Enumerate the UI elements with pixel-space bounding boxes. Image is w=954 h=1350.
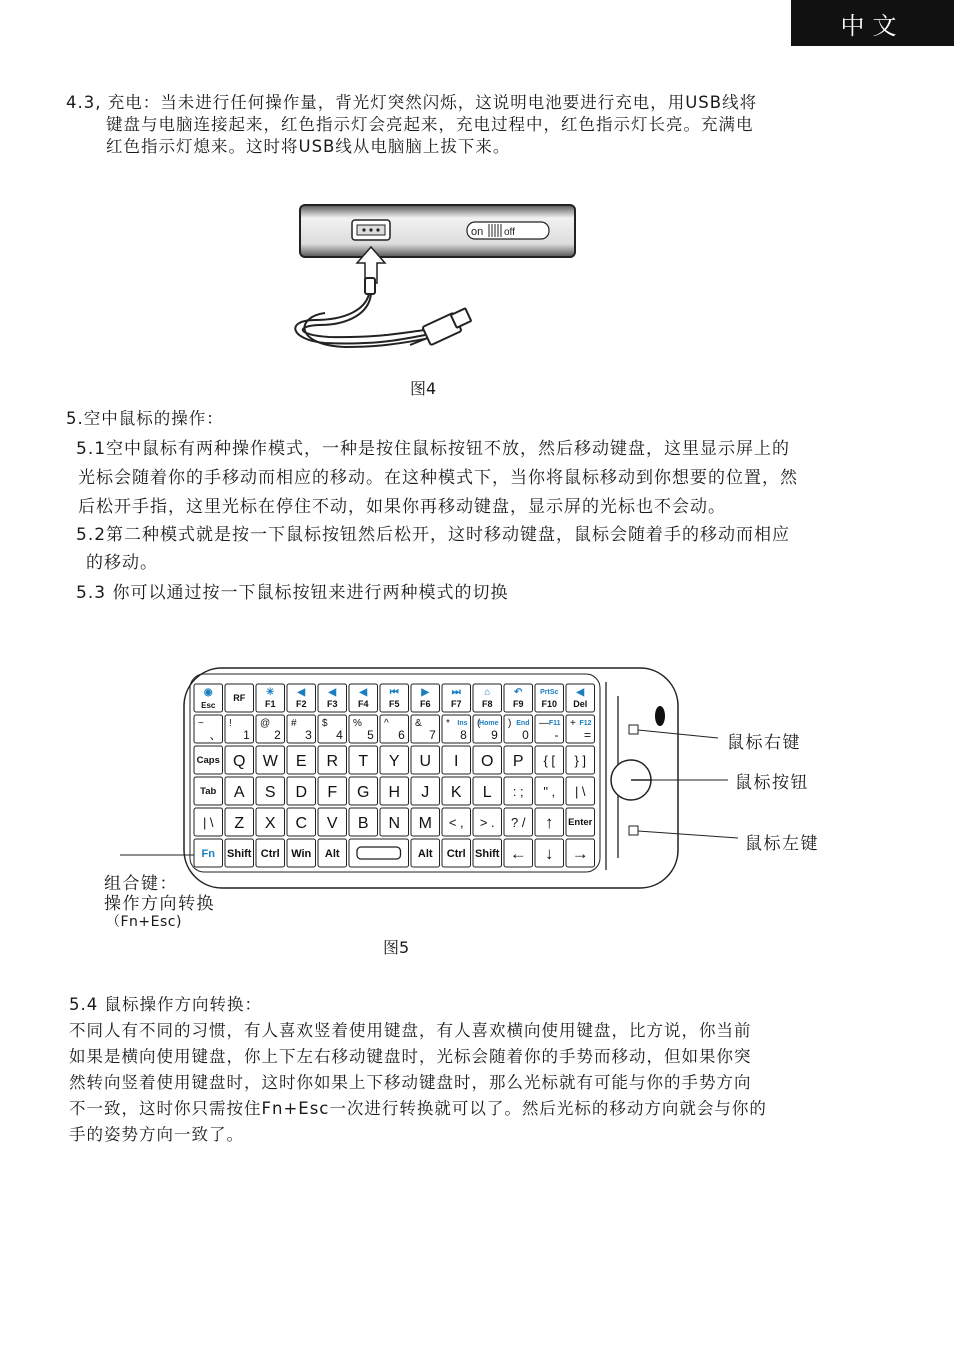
key-label: 6	[398, 728, 405, 742]
key-label: Alt	[417, 848, 433, 860]
section-5-4-line3: 然转向竖着使用键盘时，这时你如果上下移动键盘时，那么光标就有可能与你的手势方向	[69, 1073, 752, 1092]
key-label: J	[421, 784, 430, 801]
key-label: Z	[234, 815, 245, 832]
key-label: 2	[274, 728, 281, 742]
key-r3-c9[interactable]	[473, 777, 502, 805]
key-r0-c5[interactable]	[349, 684, 378, 712]
key-label: < ,	[448, 815, 464, 830]
key-ctrl[interactable]	[442, 839, 471, 867]
key-r1-c0[interactable]	[194, 715, 223, 743]
key-r3-c7[interactable]	[411, 777, 440, 805]
key-label: W	[262, 753, 278, 770]
key-r3-c6[interactable]	[380, 777, 409, 805]
key-label: Q	[233, 753, 246, 770]
key-→[interactable]	[566, 839, 595, 867]
key-label: D	[295, 784, 308, 801]
prev-icon: ⏮	[389, 687, 399, 698]
key-r3-c10[interactable]	[504, 777, 533, 805]
key-label: R	[326, 753, 339, 770]
key-label: Shift	[475, 848, 500, 860]
key-r1-c8[interactable]	[442, 715, 471, 743]
key-label: Fn	[201, 848, 215, 860]
key-label: | \	[202, 815, 214, 830]
key-label: K	[450, 784, 462, 801]
key-label: Ins	[457, 720, 468, 727]
key-label: *	[446, 718, 450, 729]
section-5-4-line2: 如果是横向使用键盘，你上下左右移动键盘时，光标会随着你的手势而移动，但如果你突	[69, 1047, 752, 1066]
key-label: ↑	[545, 813, 554, 832]
key-label: 0	[522, 728, 529, 742]
key-r1-c3[interactable]	[287, 715, 316, 743]
key-label: { [	[543, 753, 556, 768]
key-r3-c0[interactable]	[194, 777, 223, 805]
key-label: End	[516, 720, 530, 727]
key-alt[interactable]	[411, 839, 440, 867]
key-label: F3	[326, 699, 338, 709]
key-label: Ctrl	[260, 848, 280, 860]
key-label: &	[415, 718, 422, 729]
key-r4-c9[interactable]	[473, 808, 502, 836]
key-label: F5	[388, 699, 400, 709]
key-label: F11	[548, 720, 561, 727]
label-mouse-right-button: 鼠标右键	[727, 733, 801, 753]
key-label: 3	[305, 728, 312, 742]
key-r2-c4[interactable]	[318, 746, 347, 774]
key-label: Ctrl	[446, 848, 466, 860]
key-r0-c10[interactable]	[504, 684, 533, 712]
key-r2-c1[interactable]	[225, 746, 254, 774]
key-r1-c2[interactable]	[256, 715, 285, 743]
key-label: M	[418, 815, 432, 832]
key-label: (	[477, 718, 481, 729]
key-r3-c12[interactable]	[566, 777, 595, 805]
key-label: ^	[384, 718, 389, 729]
key-label: )	[508, 718, 512, 729]
key-label: F2	[295, 699, 307, 709]
key-label: P	[512, 753, 524, 770]
key-label: #	[291, 718, 297, 729]
back-icon: ↶	[514, 687, 523, 698]
key-alt[interactable]	[318, 839, 347, 867]
key-label: U	[419, 753, 432, 770]
key-shift[interactable]	[225, 839, 254, 867]
vol+-icon: ◀	[328, 687, 337, 698]
key-r4-c4[interactable]	[318, 808, 347, 836]
key-r4-c0[interactable]	[194, 808, 223, 836]
key-label: > .	[479, 815, 495, 830]
key-label: +	[570, 718, 576, 729]
key-label: F8	[481, 699, 493, 709]
section-4-3-line1: 4.3, 充电：当未进行任何操作量，背光灯突然闪烁，这说明电池要进行充电，用USB线将	[66, 93, 758, 112]
key-r1-c6[interactable]	[380, 715, 409, 743]
sun-icon: ✳	[266, 687, 275, 698]
switch-off-label: off	[504, 227, 515, 238]
key-r0-c2[interactable]	[256, 684, 285, 712]
key-label: : ;	[512, 784, 524, 799]
key-r2-c6[interactable]	[380, 746, 409, 774]
key-label: %	[353, 718, 362, 729]
vol--icon: ◀	[297, 687, 306, 698]
key-label: 7	[429, 728, 436, 742]
section-5-4-title: 5.4 鼠标操作方向转换：	[69, 995, 262, 1014]
key-label: V	[326, 815, 338, 832]
key-label: I	[454, 753, 459, 770]
key-label: F7	[450, 699, 462, 709]
section-5-3: 5.3 你可以通过按一下鼠标按钮来进行两种模式的切换	[76, 583, 509, 603]
eye-icon: ◉	[203, 687, 213, 698]
bksp-icon: ◀	[576, 687, 585, 698]
switch-on-label: on	[471, 226, 484, 238]
figure-4-caption: 图4	[410, 379, 437, 398]
mouse-left-button-icon	[629, 826, 638, 835]
key-r2-c9[interactable]	[473, 746, 502, 774]
key-label: H	[388, 784, 401, 801]
key-label: Caps	[196, 755, 220, 766]
key-label: Shift	[227, 848, 252, 860]
key-label: A	[233, 784, 245, 801]
key-label: Alt	[324, 848, 340, 860]
section-4-3-line2: 键盘与电脑连接起来，红色指示灯会亮起来，充电过程中，红色指示灯长亮。充满电	[106, 115, 754, 134]
key-label: PrtSc	[540, 689, 559, 696]
label-mouse-button: 鼠标按钮	[735, 773, 809, 793]
key-label: @	[260, 718, 271, 729]
key-r3-c4[interactable]	[318, 777, 347, 805]
key-r3-c5[interactable]	[349, 777, 378, 805]
key-label: !	[229, 718, 232, 729]
key-r0-c4[interactable]	[318, 684, 347, 712]
key-r2-c7[interactable]	[411, 746, 440, 774]
key-r4-c10[interactable]	[504, 808, 533, 836]
key-r4-c8[interactable]	[442, 808, 471, 836]
key-ctrl[interactable]	[256, 839, 285, 867]
key-space[interactable]	[349, 839, 409, 867]
key-r4-c5[interactable]	[349, 808, 378, 836]
key-label: C	[295, 815, 308, 832]
key-r4-c7[interactable]	[411, 808, 440, 836]
spacebar-icon	[357, 847, 401, 859]
key-label: | \	[574, 784, 586, 799]
key-r1-c11[interactable]	[535, 715, 564, 743]
key-r0-c9[interactable]	[473, 684, 502, 712]
key-label: F10	[541, 699, 558, 709]
label-mouse-left-button: 鼠标左键	[745, 834, 819, 854]
mouse-right-button-icon	[629, 725, 638, 734]
key-label: ? /	[511, 815, 526, 830]
key-label: " ,	[543, 784, 556, 799]
key-label: 、	[209, 728, 222, 742]
section-5-1-line2: 光标会随着你的手移动而相应的移动。在这种模式下，当你将鼠标移动到你想要的位置，然	[78, 468, 798, 488]
key-label: F9	[512, 699, 524, 709]
key-r2-c3[interactable]	[287, 746, 316, 774]
section-5-1-line1: 5.1空中鼠标有两种操作模式，一种是按住鼠标按钮不放，然后移动键盘，这里显示屏上的	[76, 439, 791, 459]
key-label: F	[327, 784, 338, 801]
key-label: F6	[419, 699, 431, 709]
key-label: S	[264, 784, 276, 801]
key-r1-c1[interactable]	[225, 715, 254, 743]
key-label: —	[539, 718, 549, 729]
section-5-4-line1: 不同人有不同的习惯，有人喜欢竖着使用键盘，有人喜欢横向使用键盘，比方说，你当前	[69, 1021, 752, 1040]
key-label: -	[554, 728, 559, 742]
key-r2-c10[interactable]	[504, 746, 533, 774]
mute-icon: ◀	[359, 687, 368, 698]
key-r3-c1[interactable]	[225, 777, 254, 805]
arrow-icon: ←	[509, 844, 527, 863]
indicator-led	[655, 706, 665, 726]
key-label: $	[322, 718, 328, 729]
key-label: 5	[367, 728, 374, 742]
key-r0-c11[interactable]	[535, 684, 564, 712]
key-r1-c10[interactable]	[504, 715, 533, 743]
key-r2-c8[interactable]	[442, 746, 471, 774]
key-label: T	[358, 753, 369, 770]
section-5-1-line3: 后松开手指，这里光标在停住不动，如果你再移动键盘，显示屏的光标也不会动。	[78, 497, 726, 517]
key-label: Enter	[568, 817, 593, 828]
play-icon: ▶	[421, 687, 430, 698]
key-r0-c3[interactable]	[287, 684, 316, 712]
key-label: X	[264, 815, 276, 832]
key-label: Esc	[201, 701, 216, 710]
key-r2-c5[interactable]	[349, 746, 378, 774]
key-r0-c1[interactable]	[225, 684, 254, 712]
key-label: B	[357, 815, 369, 832]
key-label: G	[357, 784, 370, 801]
key-r3-c2[interactable]	[256, 777, 285, 805]
key-r4-c2[interactable]	[256, 808, 285, 836]
key-label: F1	[264, 699, 276, 709]
next-icon: ⏭	[451, 687, 461, 698]
key-←[interactable]	[504, 839, 533, 867]
key-label: } ]	[574, 753, 587, 768]
combo-keys: （Fn+Esc)	[106, 914, 182, 930]
section-5-2-line1: 5.2第二种模式就是按一下鼠标按钮然后松开，这时移动键盘，鼠标会随着手的移动而相应	[76, 525, 791, 545]
key-r1-c12[interactable]	[566, 715, 595, 743]
key-label: 1	[243, 728, 250, 742]
key-shift[interactable]	[473, 839, 502, 867]
key-label: L	[482, 784, 492, 801]
arrow-icon: →	[571, 844, 589, 863]
key-r1-c5[interactable]	[349, 715, 378, 743]
key-fn[interactable]	[194, 839, 223, 867]
key-↓[interactable]	[535, 839, 564, 867]
key-r3-c11[interactable]	[535, 777, 564, 805]
key-label: Tab	[200, 786, 217, 797]
key-r4-c3[interactable]	[287, 808, 316, 836]
key-label: 8	[460, 728, 467, 742]
key-r2-c11[interactable]	[535, 746, 564, 774]
key-label: RF	[233, 693, 246, 703]
key-label: Home	[479, 720, 499, 727]
key-r2-c2[interactable]	[256, 746, 285, 774]
arrow-icon: ↓	[545, 844, 554, 863]
key-win[interactable]	[287, 839, 316, 867]
key-r1-c9[interactable]	[473, 715, 502, 743]
key-r4-c12[interactable]	[566, 808, 595, 836]
key-label: =	[583, 728, 592, 742]
section-5-2-line2: 的移动。	[86, 553, 158, 573]
key-label: F12	[579, 720, 592, 727]
key-r3-c3[interactable]	[287, 777, 316, 805]
key-label: Win	[291, 848, 312, 860]
key-r1-c7[interactable]	[411, 715, 440, 743]
combo-title: 组合键：	[104, 874, 178, 894]
key-label: E	[295, 753, 307, 770]
key-r0-c6[interactable]	[380, 684, 409, 712]
key-r1-c4[interactable]	[318, 715, 347, 743]
section-5-4-line5: 手的姿势方向一致了。	[69, 1125, 244, 1144]
key-label: Del	[573, 699, 588, 709]
home-icon: ⌂	[484, 687, 491, 698]
figure-5-caption: 图5	[383, 938, 410, 957]
section-5-4-line4: 不一致，这时你只需按住Fn+Esc一次进行转换就可以了。然后光标的移动方向就会与你的	[69, 1099, 767, 1118]
key-r4-c1[interactable]	[225, 808, 254, 836]
key-label: Y	[388, 753, 400, 770]
key-r0-c8[interactable]	[442, 684, 471, 712]
section-5-title: 5.空中鼠标的操作：	[66, 409, 224, 428]
key-r0-c7[interactable]	[411, 684, 440, 712]
key-r4-c11[interactable]	[535, 808, 564, 836]
key-r2-c12[interactable]	[566, 746, 595, 774]
key-label: F4	[357, 699, 369, 709]
key-r2-c0[interactable]	[194, 746, 223, 774]
key-r4-c6[interactable]	[380, 808, 409, 836]
key-label: O	[481, 753, 494, 770]
language-tab: 中文	[791, 0, 954, 46]
key-label: 4	[336, 728, 343, 742]
key-label: N	[388, 815, 401, 832]
key-r0-c12[interactable]	[566, 684, 595, 712]
key-r3-c8[interactable]	[442, 777, 471, 805]
section-4-3-line3: 红色指示灯熄来。这时将USB线从电脑脑上拔下来。	[106, 137, 511, 156]
key-label: ~	[198, 718, 204, 729]
key-label: 9	[491, 728, 498, 742]
combo-desc: 操作方向转换	[104, 894, 215, 914]
key-r0-c0[interactable]	[194, 684, 223, 712]
